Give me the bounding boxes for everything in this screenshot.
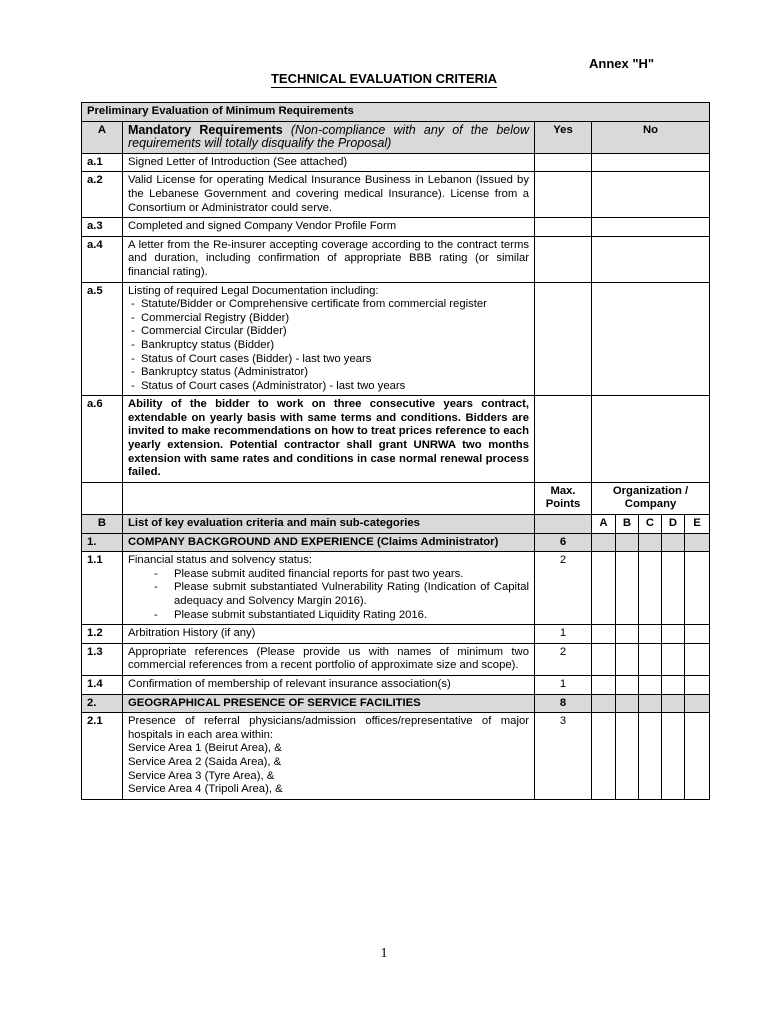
table-row	[82, 396, 710, 483]
score-cell[interactable]	[685, 675, 710, 694]
max-points-header: Max. Points	[535, 482, 592, 514]
company-col-b: B	[616, 515, 639, 534]
max-points: 2	[535, 643, 592, 675]
section-b-title: List of key evaluation criteria and main sub-categories	[123, 515, 535, 534]
row-ref: a.3	[82, 218, 123, 237]
score-cell[interactable]	[592, 552, 616, 625]
score-cell[interactable]	[662, 694, 685, 713]
legal-docs-list	[128, 298, 529, 393]
row-text	[123, 552, 535, 625]
row-ref: 1.4	[82, 675, 123, 694]
category-points: 6	[535, 533, 592, 552]
presence-intro: Presence of referral physicians/admission offices/representative of major hospitals in each area within:	[128, 715, 529, 741]
score-cell[interactable]	[662, 713, 685, 800]
table-row	[82, 552, 710, 625]
list-item: - Statute/Bidder or Comprehensive certificate from commercial register	[128, 298, 529, 312]
table-row	[82, 675, 710, 694]
empty-cell	[82, 482, 123, 514]
legal-docs-intro: Listing of required Legal Documentation including:	[128, 284, 379, 297]
service-area: Service Area 4 (Tripoli Area), &	[128, 783, 283, 796]
score-cell[interactable]	[616, 694, 639, 713]
empty-cell	[123, 482, 535, 514]
row-text	[123, 713, 535, 800]
title-text: TECHNICAL EVALUATION CRITERIA	[270, 71, 498, 86]
section-b-row	[82, 515, 710, 534]
score-cell[interactable]	[685, 533, 710, 552]
row-text: Signed Letter of Introduction (See attached)	[123, 153, 535, 172]
score-cell[interactable]	[662, 643, 685, 675]
company-col-d: D	[662, 515, 685, 534]
no-cell[interactable]	[592, 396, 710, 483]
list-item: - Commercial Circular (Bidder)	[128, 325, 529, 339]
score-cell[interactable]	[616, 643, 639, 675]
score-cell[interactable]	[639, 694, 662, 713]
score-cell[interactable]	[616, 713, 639, 800]
row-ref: 1.2	[82, 625, 123, 644]
mandatory-heading-note: (Non-compliance with any of the below requirements will totally disqualify the Proposal)	[128, 122, 529, 151]
list-item: - Commercial Registry (Bidder)	[128, 312, 529, 326]
yes-cell[interactable]	[535, 172, 592, 218]
empty-cell	[535, 515, 592, 534]
score-cell[interactable]	[592, 625, 616, 644]
organization-header: Organization / Company	[592, 482, 710, 514]
no-header: No	[592, 121, 710, 153]
yes-cell[interactable]	[535, 396, 592, 483]
evaluation-table	[81, 102, 710, 800]
service-area: Service Area 1 (Beirut Area), &	[128, 742, 282, 755]
list-item: - Please submit substantiated Vulnerability Rating (Indication of Capital adequacy and Solvency Margin 2016).	[154, 581, 529, 608]
company-col-c: C	[639, 515, 662, 534]
max-points: 1	[535, 675, 592, 694]
score-cell[interactable]	[616, 625, 639, 644]
score-cell[interactable]	[685, 552, 710, 625]
score-cell[interactable]	[639, 675, 662, 694]
score-cell[interactable]	[616, 552, 639, 625]
yes-cell[interactable]	[535, 282, 592, 396]
table-row	[82, 713, 710, 800]
page-number: 1	[380, 946, 388, 961]
row-text: Completed and signed Company Vendor Profile Form	[123, 218, 535, 237]
preliminary-header-row	[82, 103, 710, 122]
table-row	[82, 236, 710, 282]
mandatory-header-row	[82, 121, 710, 153]
financial-list	[128, 568, 529, 622]
list-item: - Bankruptcy status (Administrator)	[128, 366, 529, 380]
company-col-e: E	[685, 515, 710, 534]
score-cell[interactable]	[662, 552, 685, 625]
row-ref: a.4	[82, 236, 123, 282]
score-cell[interactable]	[639, 552, 662, 625]
row-ref: 2.1	[82, 713, 123, 800]
preliminary-title: Preliminary Evaluation of Minimum Requirements	[82, 103, 710, 122]
score-cell[interactable]	[685, 694, 710, 713]
no-cell[interactable]	[592, 236, 710, 282]
table-row	[82, 218, 710, 237]
score-cell[interactable]	[592, 643, 616, 675]
row-ref: 1.3	[82, 643, 123, 675]
service-area: Service Area 3 (Tyre Area), &	[128, 769, 275, 782]
row-text: A letter from the Re-insurer accepting coverage according to the contract terms and duration, including confirmation of appropriate BBB rating (or similar financial rating).	[123, 236, 535, 282]
company-col-a: A	[592, 515, 616, 534]
no-cell[interactable]	[592, 172, 710, 218]
category-title: COMPANY BACKGROUND AND EXPERIENCE (Claims Administrator)	[123, 533, 535, 552]
score-cell[interactable]	[639, 713, 662, 800]
score-cell[interactable]	[662, 675, 685, 694]
row-text	[123, 282, 535, 396]
category-row	[82, 533, 710, 552]
list-item: - Bankruptcy status (Bidder)	[128, 339, 529, 353]
category-points: 8	[535, 694, 592, 713]
score-cell[interactable]	[616, 675, 639, 694]
row-text: Appropriate references (Please provide us with names of minimum two commercial references from a recent portfolio of approximate size and scope).	[123, 643, 535, 675]
table-row	[82, 625, 710, 644]
list-item: - Status of Court cases (Administrator) - last two years	[128, 380, 529, 394]
no-cell[interactable]	[592, 282, 710, 396]
section-ref: B	[82, 515, 123, 534]
score-cell[interactable]	[592, 675, 616, 694]
score-cell[interactable]	[639, 625, 662, 644]
yes-cell[interactable]	[535, 236, 592, 282]
table-row	[82, 153, 710, 172]
category-ref: 1.	[82, 533, 123, 552]
score-cell[interactable]	[685, 625, 710, 644]
row-ref: a.2	[82, 172, 123, 218]
score-cell[interactable]	[662, 625, 685, 644]
mandatory-heading-bold: Mandatory Requirements	[128, 122, 283, 137]
yes-header: Yes	[535, 121, 592, 153]
row-ref: a.5	[82, 282, 123, 396]
score-cell[interactable]	[592, 694, 616, 713]
category-ref: 2.	[82, 694, 123, 713]
max-points: 2	[535, 552, 592, 625]
yes-cell[interactable]	[535, 218, 592, 237]
list-item: - Status of Court cases (Bidder) - last two years	[128, 353, 529, 367]
service-area: Service Area 2 (Saida Area), &	[128, 755, 282, 768]
no-cell[interactable]	[592, 218, 710, 237]
row-text: Confirmation of membership of relevant insurance association(s)	[123, 675, 535, 694]
max-points: 3	[535, 713, 592, 800]
score-cell[interactable]	[685, 713, 710, 800]
no-cell[interactable]	[592, 153, 710, 172]
score-cell[interactable]	[685, 643, 710, 675]
row-ref: a.6	[82, 396, 123, 483]
points-header-row	[82, 482, 710, 514]
row-text: Arbitration History (if any)	[123, 625, 535, 644]
max-points: 1	[535, 625, 592, 644]
mandatory-heading	[123, 121, 535, 153]
section-ref: A	[82, 121, 123, 153]
table-row	[82, 643, 710, 675]
row-text: Valid License for operating Medical Insurance Business in Lebanon (Issued by the Lebanese Government and covering medical Insurance). License from a Consortium or Administrator could serve.	[123, 172, 535, 218]
category-row	[82, 694, 710, 713]
row-ref: a.1	[82, 153, 123, 172]
score-cell[interactable]	[639, 643, 662, 675]
score-cell[interactable]	[639, 533, 662, 552]
row-text: Ability of the bidder to work on three consecutive years contract, extendable on yearly basis with same terms and conditions. Bidders are invited to make recommendations on how to treat prices reference to each yearly extension. Potential contractor shall grant UNRWA two months extension with same rates and conditions in case normal renewal process failed.	[123, 396, 535, 483]
list-item: - Please submit audited financial reports for past two years.	[154, 568, 529, 582]
category-title: GEOGRAPHICAL PRESENCE OF SERVICE FACILITIES	[123, 694, 535, 713]
financial-intro: Financial status and solvency status:	[128, 554, 312, 567]
annex-label: Annex "H"	[589, 56, 655, 71]
score-cell[interactable]	[592, 533, 616, 552]
row-ref: 1.1	[82, 552, 123, 625]
yes-cell[interactable]	[535, 153, 592, 172]
score-cell[interactable]	[662, 533, 685, 552]
table-row	[82, 282, 710, 396]
score-cell[interactable]	[616, 533, 639, 552]
score-cell[interactable]	[592, 713, 616, 800]
page-title	[0, 71, 768, 86]
table-row	[82, 172, 710, 218]
list-item: - Please submit substantiated Liquidity Rating 2016.	[154, 609, 529, 623]
